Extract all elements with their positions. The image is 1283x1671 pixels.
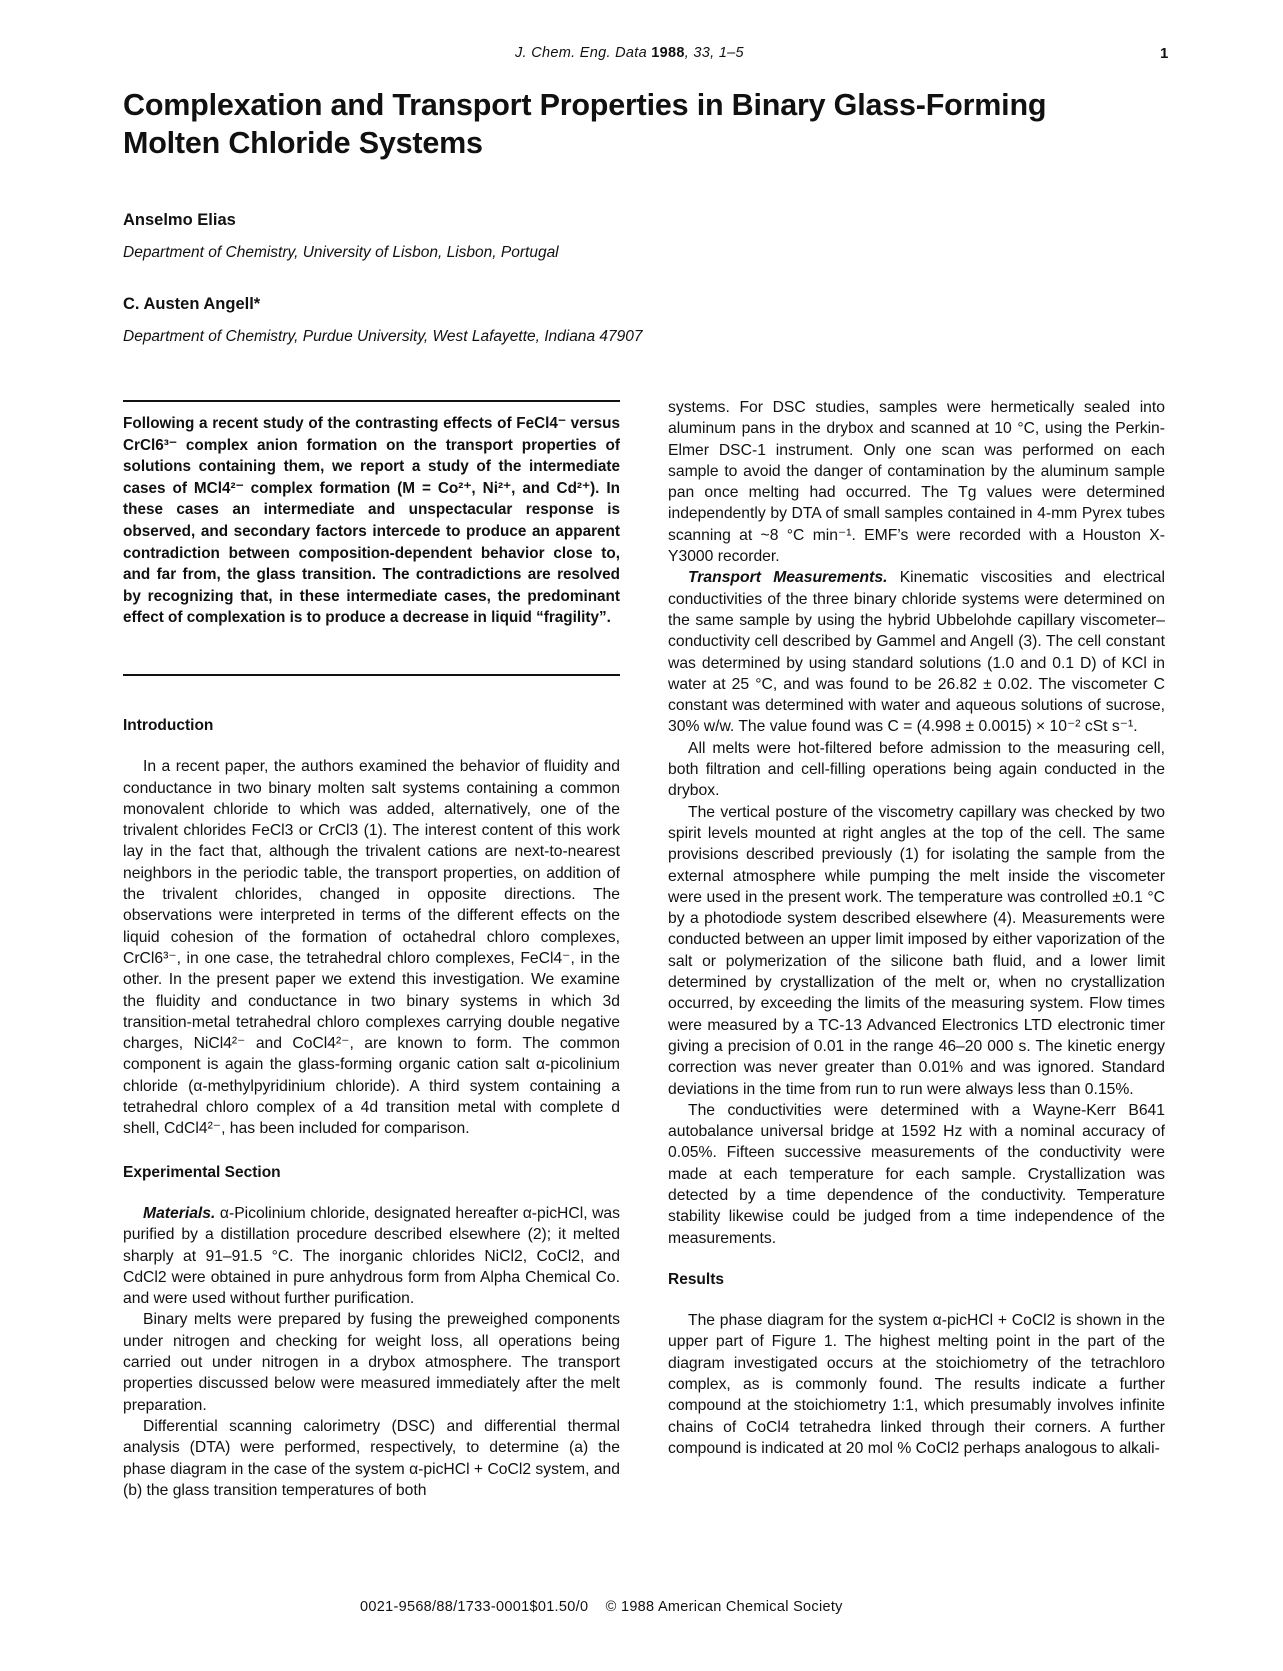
author-affiliation-1: Department of Chemistry, University of Lisbon, Lisbon, Portugal: [123, 244, 559, 261]
experimental-heading: Experimental Section: [123, 1163, 281, 1181]
vertical-posture-paragraph: The vertical posture of the viscometry capillary was checked by two spirit levels mounted at right angles at the top of the cell. The same provisions described previously (1) for isolating the sample from the external atmosphere while pumping the melt inside the viscometer were used in the present work. The temperature was controlled ±0.1 °C by a photodiode system described elsewhere (4). Measurements were conducted between an upper limit imposed by either vaporization of the salt or polymerization of the silicone bath fluid, and a lower limit determined by crystallization of the melt or, when no crystallization occurred, by exceeding the limits of the measuring system. Flow times were measured by a TC-13 Advanced Electronics LTD electronic timer giving a precision of 0.01 in the range 46–20 000 s. The kinetic energy correction was never greater than 0.01% and was ignored. Standard deviations in the time from run to run were always less than 0.15%.: [668, 803, 1165, 1098]
dsc-paragraph-start: Differential scanning calorimetry (DSC) and differential thermal analysis (DTA) were performed, respectively, to determine (a) the phase diagram in the case of the system α-picHCl + CoCl2 system, and (b) the glass transition temperatures of both: [123, 1417, 620, 1499]
journal-pages: , 1–5: [710, 45, 744, 61]
materials-label: Materials.: [143, 1204, 216, 1222]
materials-paragraph: [123, 1203, 620, 1309]
conductivities-paragraph: The conductivities were determined with a Wayne-Kerr B641 autobalance universal bridge at 1592 Hz with a nominal accuracy of 0.05%. Fifteen successive measurements of the conductivity were made at each temperature for each sample. Crystallization was detected by a time dependence of the conductivity. Temperature stability likewise could be judged from a time independence of the measurements.: [668, 1101, 1165, 1247]
author-name-1: Anselmo Elias: [123, 211, 236, 229]
binary-melts-paragraph: Binary melts were prepared by fusing the preweighed components under nitrogen and checking for weight loss, all operations being carried out under nitrogen in a drybox atmosphere. The transport properties discussed below were measured immediately after the melt preparation.: [123, 1311, 620, 1414]
author-affiliation-2: Department of Chemistry, Purdue University, West Lafayette, Indiana 47907: [123, 328, 643, 345]
author-name-2: C. Austen Angell*: [123, 295, 261, 313]
results-heading: Results: [668, 1270, 724, 1288]
abstract: [123, 413, 620, 629]
materials-text: α-Picolinium chloride, designated hereafter α-picHCl, was purified by a distillation procedure described elsewhere (2); it melted sharply at 91–91.5 °C. The inorganic chlorides NiCl2, CoCl2, and CdCl2 were obtained in pure anhydrous form from Alpha Chemical Co. and were used without further purification.: [123, 1204, 620, 1308]
transport-label: Transport Measurements.: [688, 569, 888, 587]
abstract-top-rule: [123, 400, 620, 402]
transport-text: Kinematic viscosities and electrical conductivities of the three binary chloride systems were determined on the same sample by using the hybrid Ubbelohde capillary viscometer–conductivity cell described by Gammel and Angell (3). The cell constant was determined by using standard solutions (1.0 and 0.1 D) of KCl in water at 25 °C, and was found to be 26.82 ± 0.02. The viscometer C constant was determined with water and aqueous solutions of sucrose, 30% w/w. The value found was C = (4.998 ± 0.0015) × 10⁻² cSt s⁻¹.: [668, 569, 1165, 736]
running-header: J. Chem. Eng. Data 1988, 33, 1–5: [515, 45, 744, 61]
page-number: 1: [1160, 45, 1169, 62]
page-footer: [360, 1599, 843, 1615]
right-column: [668, 397, 1165, 1459]
results-paragraph: The phase diagram for the system α-picHCl + CoCl2 is shown in the upper part of Figure 1. The highest melting point in the part of the diagram investigated occurs at the stoichiometry of the tetrachloro complex, as is commonly found. The results indicate a further compound at the stoichiometry 1:1, which presumably involves infinite chains of CoCl4 tetrahedra linked through their corners. A further compound is indicated at 20 mol % CoCl2 perhaps analogous to alkali-: [668, 1312, 1165, 1457]
abstract-bottom-rule: [123, 674, 620, 676]
abstract-text: Following a recent study of the contrasting effects of FeCl4⁻ versus CrCl6³⁻ complex anion formation on the transport properties of solutions containing them, we report a study of the intermediate cases of MCl4²⁻ complex formation (M = Co²⁺, Ni²⁺, and Cd²⁺). In these cases an intermediate and unspectacular response is observed, and secondary factors intercede to produce an apparent contradiction between composition-dependent behavior close to, and far from, the glass transition. The contradictions are resolved by recognizing that, in these intermediate cases, the predominant effect of complexation is to produce a decrease in liquid “fragility”.: [123, 415, 620, 627]
hot-filtered-paragraph: All melts were hot-filtered before admission to the measuring cell, both filtration and cell-filling operations being again conducted in the drybox.: [668, 739, 1165, 800]
journal-name: J. Chem. Eng. Data: [515, 45, 647, 61]
footer-copyright: © 1988 American Chemical Society: [605, 1599, 843, 1615]
left-column: [123, 715, 620, 1501]
journal-year: 1988: [651, 45, 685, 61]
journal-volume: 33: [693, 45, 711, 61]
dsc-paragraph-continued: systems. For DSC studies, samples were hermetically sealed into aluminum pans in the drybox and scanned at 10 °C, using the Perkin-Elmer DSC-1 instrument. Only one scan was performed on each sample to avoid the danger of contamination by the aluminum sample pan once melting had occurred. The Tg values were determined independently by DTA of small samples contained in 4-mm Pyrex tubes scanning at ~8 °C min⁻¹. EMF’s were recorded with a Houston X-Y3000 recorder.: [668, 399, 1165, 566]
article-title: Complexation and Transport Properties in Binary Glass-Forming Molten Chloride Systems: [123, 88, 1047, 160]
transport-paragraph: [668, 567, 1165, 737]
introduction-paragraph: In a recent paper, the authors examined the behavior of fluidity and conductance in two binary molten salt systems containing a common monovalent chloride to which was added, alternatively, one of the trivalent chlorides FeCl3 or CrCl3 (1). The interest content of this work lay in the fact that, although the trivalent cations are next-to-nearest neighbors in the periodic table, the transport properties, on addition of the trivalent chlorides, changed in opposite directions. The observations were interpreted in terms of the different effects on the liquid cohesion of the formation of octahedral chloro complexes, CrCl6³⁻, in one case, the tetrahedral chloro complexes, FeCl4⁻, in the other. In the present paper we extend this investigation. We examine the fluidity and conductance in two binary systems in which 3d transition-metal tetrahedral chloro complexes carrying double negative charges, NiCl4²⁻ and CoCl4²⁻, are known to form. The common component is again the glass-forming organic cation salt α-picolinium chloride (α-methylpyridinium chloride). A third system containing a tetrahedral chloro complex of a 4d transition metal with complete d shell, CdCl4²⁻, has been included for comparison.: [123, 758, 620, 1138]
introduction-heading: Introduction: [123, 717, 214, 734]
footer-code: 0021-9568/88/1733-0001$01.50/0: [360, 1599, 589, 1615]
